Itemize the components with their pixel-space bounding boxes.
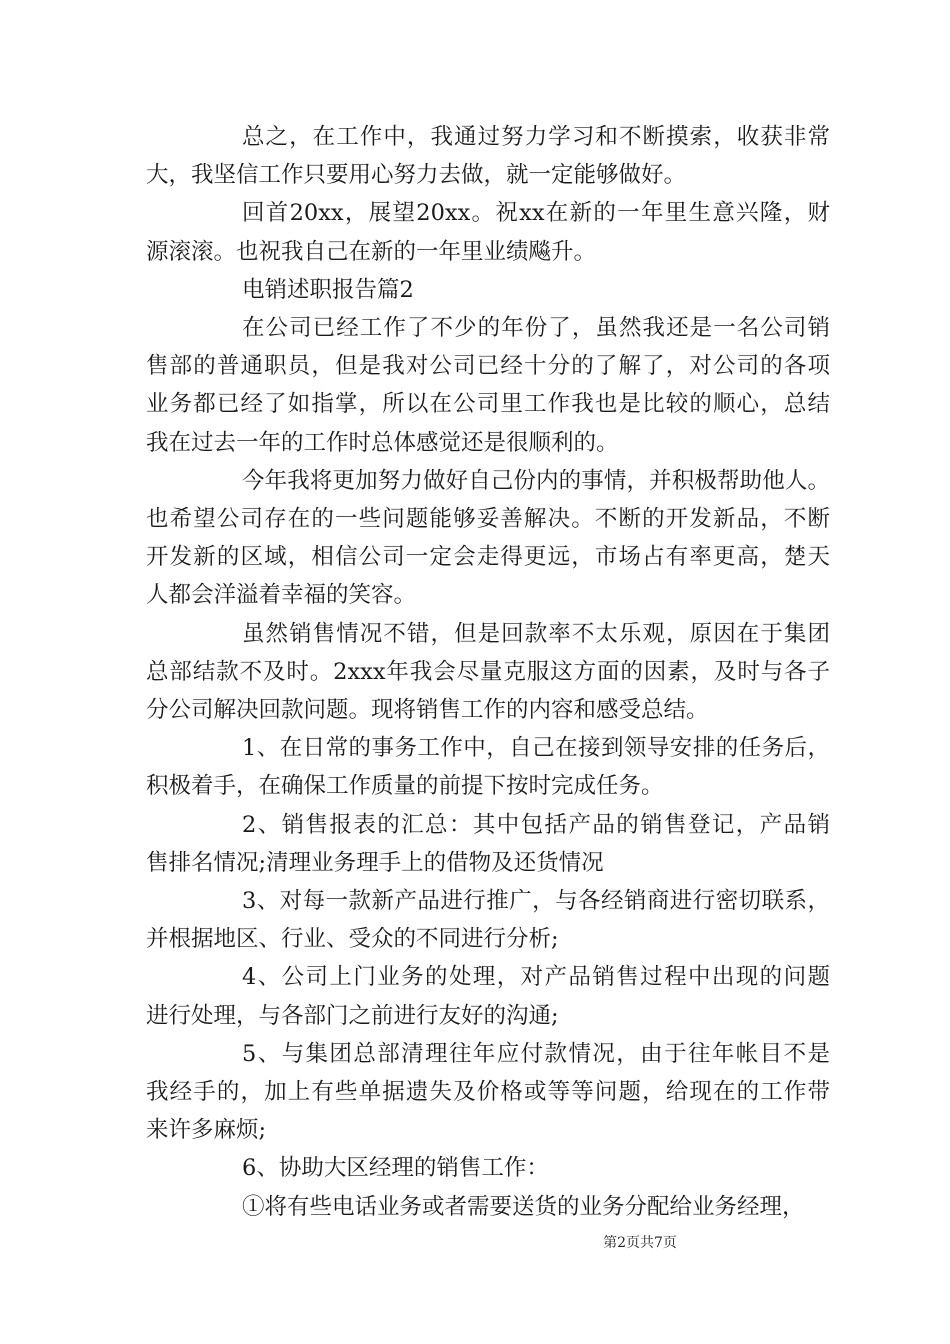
paragraph-item1 [146, 729, 830, 805]
text-line: 我在过去一年的工作时总体感觉还是很顺利的。 [146, 429, 619, 456]
text-line: 积极着手，在确保工作质量的前提下按时完成任务。 [146, 773, 664, 800]
text-line: 6、协助大区经理的销售工作： [242, 1155, 549, 1182]
text-line: ①将有些电话业务或者需要送货的业务分配给业务经理， [242, 1193, 805, 1220]
paragraph-heading [146, 271, 830, 309]
text-line: 进行处理，与各部门之前进行友好的沟通; [146, 1002, 559, 1029]
paragraph-item5 [146, 1035, 830, 1150]
page-number: 第2页共7页 [603, 1235, 677, 1251]
text-line: 2、销售报表的汇总：其中包括产品的销售登记，产品销 [242, 811, 830, 838]
text-line: 我经手的，加上有些单据遗失及价格或等等问题，给现在的工作带 [146, 1079, 830, 1106]
text-line: 4、公司上门业务的处理，对产品销售过程中出现的问题 [242, 964, 830, 991]
text-line: 并根据地区、行业、受众的不同进行分析; [146, 926, 559, 953]
text-line: 总之，在工作中，我通过努力学习和不断摸索，收获非常 [242, 124, 830, 150]
paragraph-p4 [146, 462, 830, 615]
text-line: 今年我将更加努力做好自己份内的事情，并积极帮助他人。 [242, 467, 830, 494]
text-line: 在公司已经工作了不少的年份了，虽然我还是一名公司销 [242, 315, 830, 342]
document-body [146, 118, 830, 1226]
text-line: 5、与集团总部清理往年应付款情况，由于往年帐目不是 [242, 1040, 830, 1067]
text-line: 源滚滚。也祝我自己在新的一年里业绩飚升。 [146, 238, 597, 265]
text-line: 虽然销售情况不错，但是回款率不太乐观，原因在于集团 [242, 620, 830, 647]
paragraph-p2 [146, 194, 830, 270]
text-line: 售排名情况;清理业务理手上的借物及还货情况 [146, 849, 604, 876]
paragraph-item3 [146, 882, 830, 958]
text-line: 3、对每一款新产品进行推广，与各经销商进行密切联系， [242, 888, 830, 915]
paragraph-item2 [146, 806, 830, 882]
text-line: 售部的普通职员，但是我对公司已经十分的了解了，对公司的各项 [146, 353, 830, 380]
paragraph-item6 [146, 1149, 830, 1187]
paragraph-p1 [146, 118, 830, 194]
paragraph-item4 [146, 958, 830, 1034]
text-line: 总部结款不及时。2xxx年我会尽量克服这方面的因素，及时与各子 [146, 658, 830, 685]
text-line: 人都会洋溢着幸福的笑容。 [146, 582, 417, 609]
text-line: 来许多麻烦; [146, 1117, 267, 1144]
text-line: 开发新的区域，相信公司一定会走得更远，市场占有率更高，楚天 [146, 544, 830, 571]
text-line: 回首20xx，展望20xx。祝xx在新的一年里生意兴隆，财 [242, 200, 830, 227]
paragraph-sub1 [146, 1188, 830, 1226]
text-line: 电销述职报告篇2 [242, 276, 414, 303]
text-line: 分公司解决回款问题。现将销售工作的内容和感受总结。 [146, 697, 709, 724]
text-line: 1、在日常的事务工作中，自己在接到领导安排的任务后， [242, 735, 830, 762]
text-line: 也希望公司存在的一些问题能够妥善解决。不断的开发新品，不断 [146, 506, 830, 533]
text-line: 业务都已经了如指掌，所以在公司里工作我也是比较的顺心，总结 [146, 391, 830, 418]
paragraph-p5 [146, 615, 830, 730]
paragraph-p3 [146, 309, 830, 462]
text-line: 大，我坚信工作只要用心努力去做，就一定能够做好。 [146, 162, 687, 189]
